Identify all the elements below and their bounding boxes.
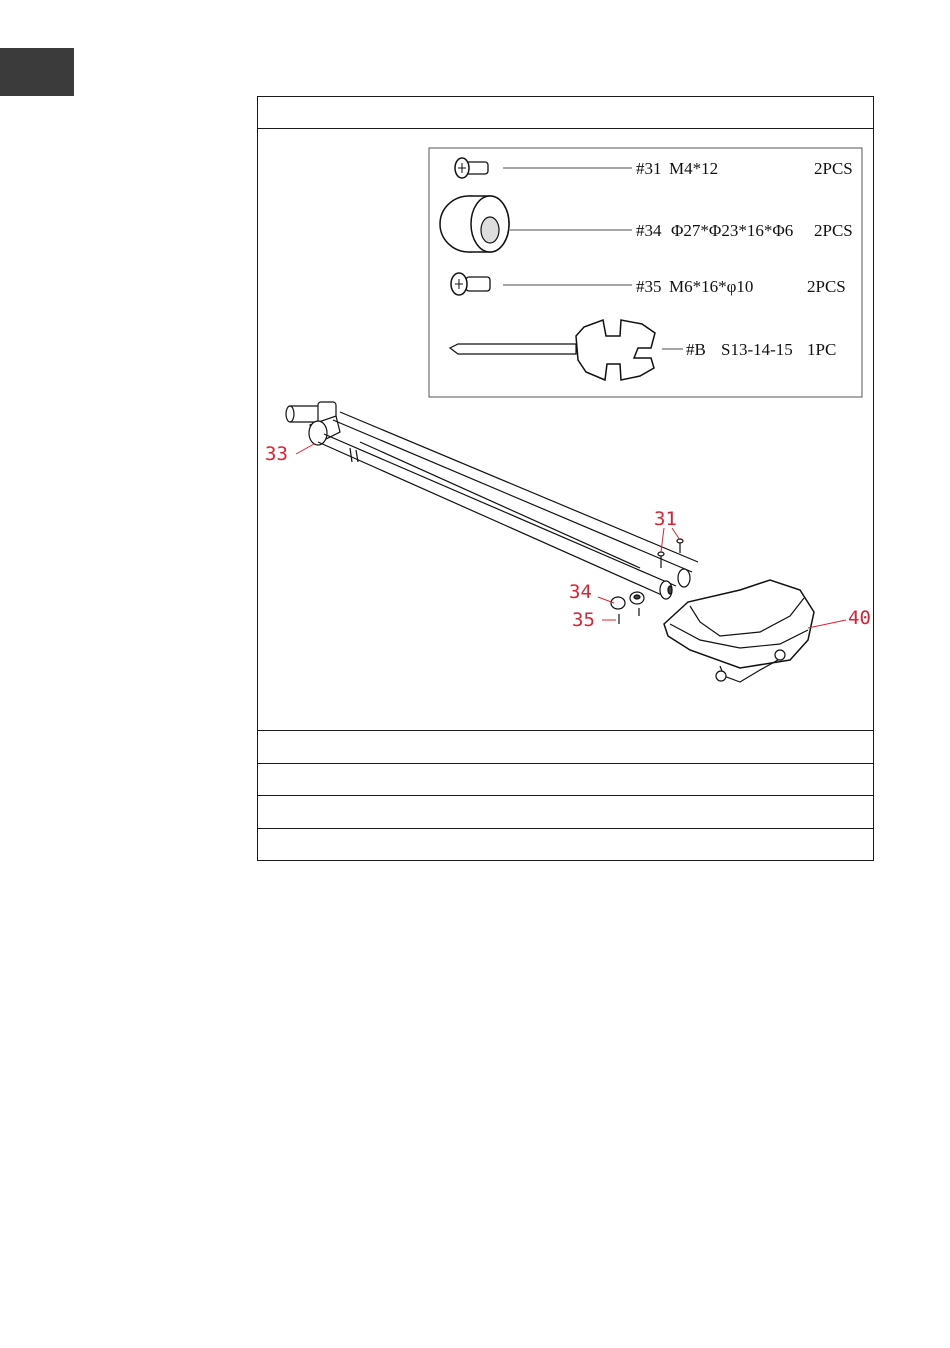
bolt-35-icon (451, 273, 490, 295)
callout-31: 31 (654, 508, 677, 530)
part-34-qty: 2PCS (814, 221, 853, 240)
part-34-code: #34 (636, 221, 662, 240)
callout-34: 34 (569, 581, 592, 603)
part-31-qty: 2PCS (814, 159, 853, 178)
part-b-code: #B (686, 340, 706, 359)
bushing-34-icon (440, 196, 509, 252)
callout-33: 33 (265, 443, 288, 465)
screw-31-icon (455, 158, 488, 178)
callout-40: 40 (848, 607, 871, 629)
part-31-spec: M4*12 (669, 159, 719, 178)
part-34-spec: Φ27*Φ23*16*Φ6 (671, 221, 794, 240)
part-35-qty: 2PCS (807, 277, 846, 296)
part-35-code: #35 (636, 277, 662, 296)
callout-35: 35 (572, 609, 595, 631)
part-31-code: #31 (636, 159, 662, 178)
rail-assembly-illustration (286, 402, 814, 682)
part-b-spec: S13-14-15 (721, 340, 793, 359)
part-35-spec: M6*16*φ10 (669, 277, 754, 296)
wrench-tool-icon (450, 320, 655, 380)
part-b-qty: 1PC (807, 340, 837, 359)
